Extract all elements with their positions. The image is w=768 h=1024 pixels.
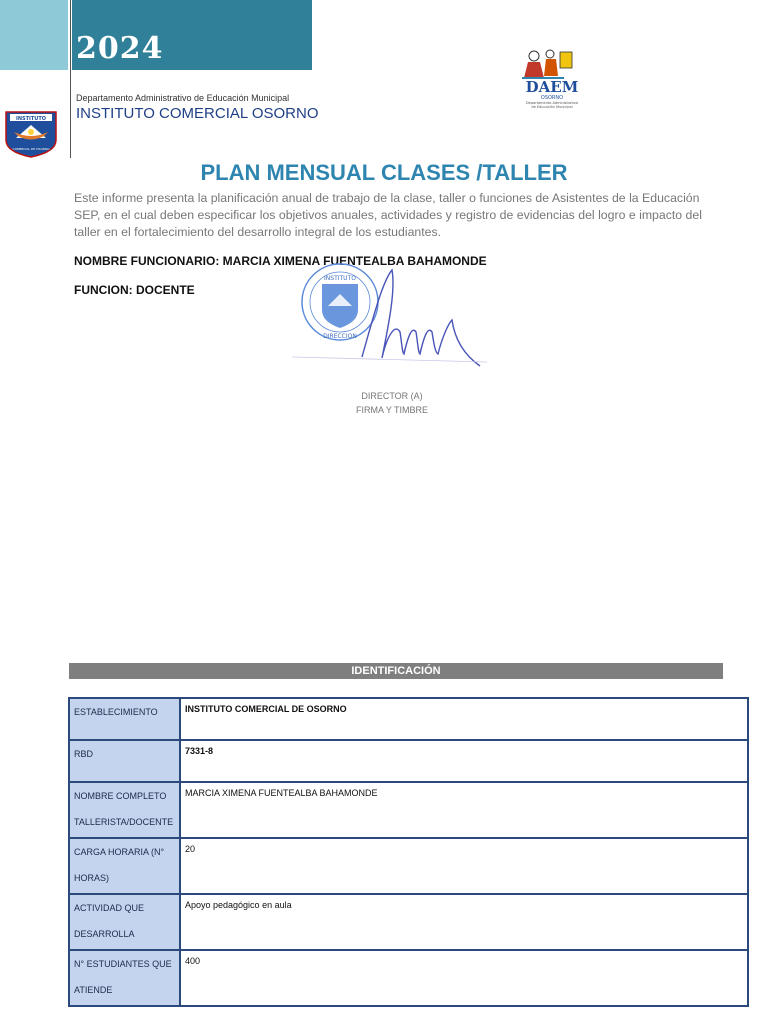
school-crest-logo	[4, 110, 58, 158]
daem-logo-city: OSORNO	[540, 95, 564, 101]
daem-logo	[510, 44, 594, 110]
funcion-line: FUNCION: DOCENTE	[74, 283, 195, 297]
field-label: ACTIVIDAD QUE DESARROLLA	[69, 894, 180, 950]
field-value: 400	[180, 950, 748, 1006]
signature-role: DIRECTOR (A)	[361, 391, 423, 401]
crest-bottom-text: COMERCIAL DE OSORNO	[12, 147, 50, 151]
stamp-bottom-text: DIRECCION	[323, 333, 357, 340]
department-name: Departamento Administrativo de Educación Municipal	[76, 93, 290, 103]
institution-name: INSTITUTO COMERCIAL OSORNO	[76, 105, 319, 122]
daem-logo-subtitle-2: de Educación Municipal	[531, 105, 573, 109]
identification-heading: IDENTIFICACIÓN	[69, 663, 723, 679]
field-value: 7331-8	[180, 740, 748, 782]
stamp-top-text: INSTITUTO	[324, 275, 356, 282]
daem-logo-name: DAEM	[525, 78, 579, 96]
field-label: NOMBRE COMPLETO TALLERISTA/DOCENTE	[69, 782, 180, 838]
document-title: PLAN MENSUAL CLASES /TALLER	[200, 160, 568, 185]
field-value: Apoyo pedagógico en aula	[180, 894, 748, 950]
header-accent-block	[0, 0, 68, 70]
crest-top-text: INSTITUTO	[15, 116, 47, 122]
header-year: 2024	[76, 31, 164, 66]
table-row	[69, 782, 748, 838]
field-label: RBD	[69, 740, 180, 782]
signature-note: FIRMA Y TIMBRE	[355, 405, 429, 415]
document-intro: Este informe presenta la planificación anual de trabajo de la clase, taller o funciones de Asistentes de la Educación SEP, en el cual deben especificar los objetivos anuales, actividades y registro de evidencias del logro e impacto del taller en el fortalecimiento del desarrollo integral de los estudiantes.	[74, 191, 702, 239]
table-row	[69, 950, 748, 1006]
field-value: INSTITUTO COMERCIAL DE OSORNO	[180, 698, 748, 740]
field-label: N° ESTUDIANTES QUE ATIENDE	[69, 950, 180, 1006]
signature-stamp	[292, 262, 492, 372]
table-row	[69, 894, 748, 950]
table-row	[69, 698, 748, 740]
header-divider	[70, 0, 71, 158]
field-value: MARCIA XIMENA FUENTEALBA BAHAMONDE	[180, 782, 748, 838]
table-row	[69, 740, 748, 782]
daem-logo-subtitle-1: Departamento Administrativo	[525, 101, 579, 105]
table-row	[69, 838, 748, 894]
funcionario-line: NOMBRE FUNCIONARIO: MARCIA XIMENA FUENTEALBA BAHAMONDE	[74, 254, 487, 268]
field-label: CARGA HORARIA (N° HORAS)	[69, 838, 180, 894]
identification-table	[68, 697, 749, 1007]
field-label: ESTABLECIMIENTO	[69, 698, 180, 740]
field-value: 20	[180, 838, 748, 894]
